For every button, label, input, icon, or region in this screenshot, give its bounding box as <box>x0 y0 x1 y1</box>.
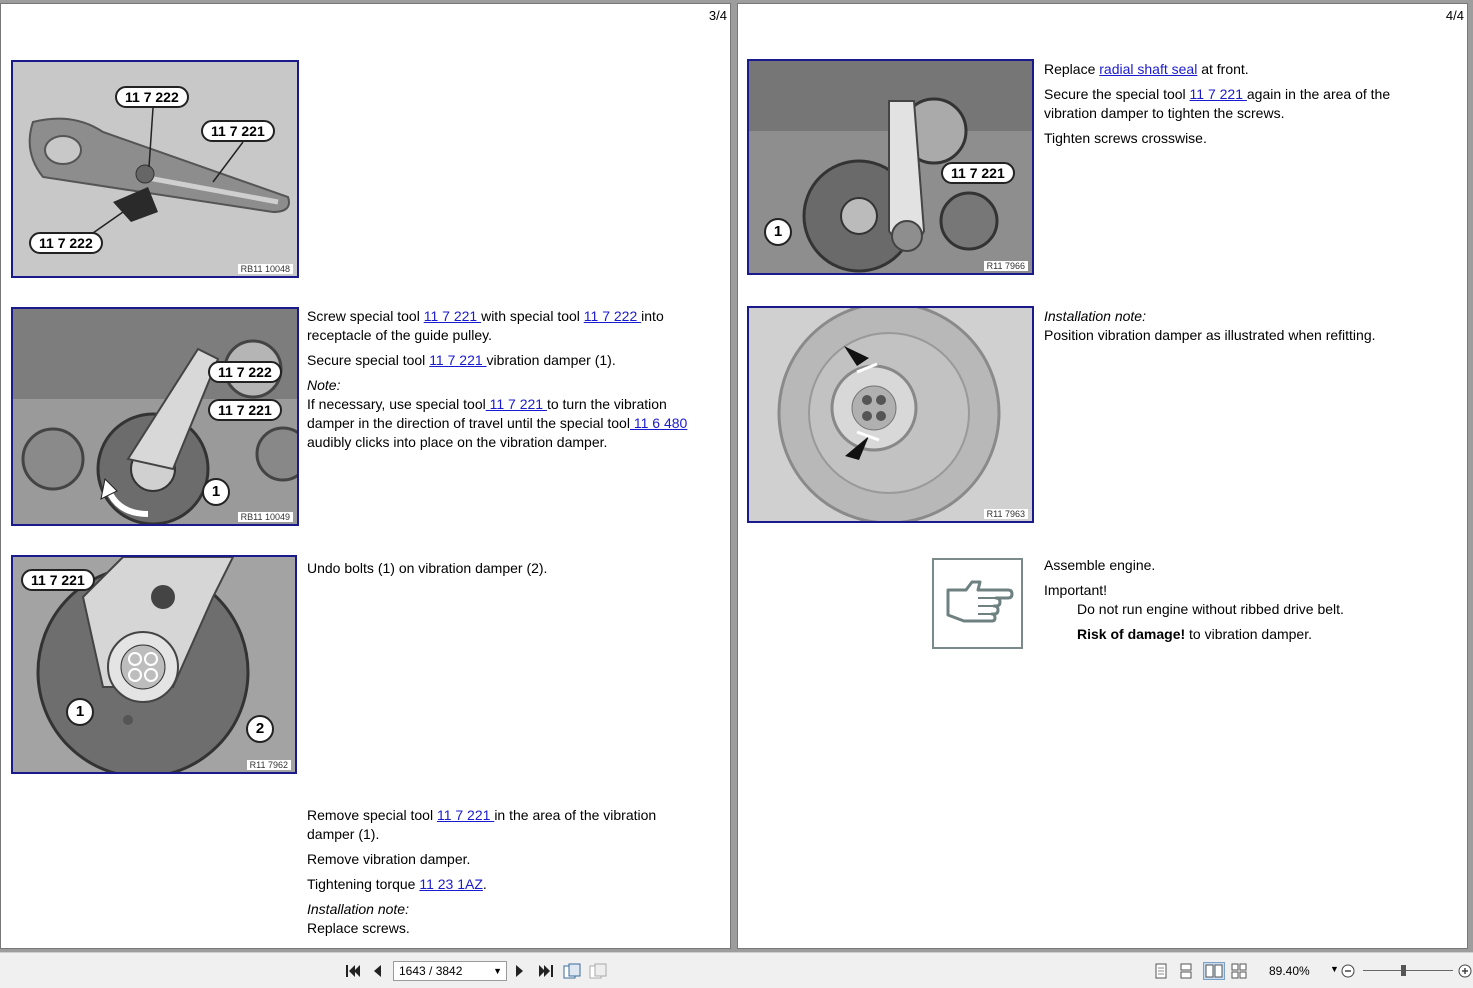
instruction-block-remove-tool <box>307 806 707 938</box>
link-torque-11231az[interactable]: 11 23 1AZ <box>419 876 483 892</box>
text: audibly clicks into place on the vibration damper. <box>307 434 608 450</box>
callout-tool-1: 11 7 222 <box>115 86 189 108</box>
instruction-block-replace-seal <box>1044 60 1444 154</box>
text: Remove special tool <box>307 807 437 823</box>
page-left <box>0 3 731 949</box>
text: Tightening torque <box>307 876 420 892</box>
single-page-view-icon[interactable] <box>1154 962 1168 980</box>
installation-note-label: Installation note: <box>307 901 409 917</box>
two-page-view-icon[interactable] <box>1203 962 1225 980</box>
figure-label: R11 7962 <box>247 760 291 770</box>
text: again in the area of the vibration damper to tighten the screws. <box>1044 86 1391 121</box>
bottom-toolbar <box>0 952 1473 988</box>
figure-label: RB11 10048 <box>238 264 293 274</box>
page-right <box>737 3 1468 949</box>
chevron-down-icon[interactable]: ▼ <box>1330 964 1339 974</box>
two-page-continuous-icon[interactable] <box>1230 962 1248 980</box>
chevron-down-icon[interactable]: ▼ <box>493 966 502 976</box>
figure-engine-tool-fitted <box>11 307 299 526</box>
warning-text: Risk of damage! <box>1077 626 1186 642</box>
link-tool-117221[interactable]: 11 7 221 <box>1189 86 1247 102</box>
text: Secure special tool <box>307 352 430 368</box>
callout-number-1: 1 <box>764 218 792 246</box>
page-number: 4/4 <box>1445 8 1464 23</box>
page-number-field[interactable] <box>393 961 507 981</box>
link-tool-116480[interactable]: 11 6 480 <box>629 415 688 431</box>
callout-tool-222: 11 7 222 <box>208 361 282 383</box>
text: in the area of the vibration damper (1). <box>307 807 657 842</box>
installation-note-text: Position vibration damper as illustrated when refitting. <box>1044 327 1376 343</box>
callout-tool-221: 11 7 221 <box>941 162 1015 184</box>
zoom-out-icon[interactable] <box>1341 962 1355 980</box>
go-forward-view-icon[interactable] <box>589 962 607 980</box>
link-tool-117221[interactable]: 11 7 221 <box>436 807 495 823</box>
callout-tool-221: 11 7 221 <box>208 399 282 421</box>
next-page-icon[interactable] <box>514 962 526 980</box>
callout-tool-3: 11 7 222 <box>29 232 103 254</box>
instruction-block-assemble <box>1044 556 1444 650</box>
text: vibration damper (1). <box>486 352 616 368</box>
figure-engine-secure-tool <box>747 59 1034 275</box>
link-tool-117222[interactable]: 11 7 222 <box>583 308 642 324</box>
link-tool-117221[interactable]: 11 7 221 <box>485 396 547 412</box>
text: Secure the special tool <box>1044 86 1190 102</box>
page-number-value: 1643 / 3842 <box>399 964 463 978</box>
text: with special tool <box>481 308 584 324</box>
pointing-hand-icon <box>932 558 1023 649</box>
text: to vibration damper. <box>1185 626 1312 642</box>
zoom-in-icon[interactable] <box>1458 962 1472 980</box>
zoom-level[interactable]: 89.40% <box>1269 964 1310 978</box>
callout-number-2: 2 <box>246 715 274 743</box>
callout-tool-2: 11 7 221 <box>201 120 275 142</box>
text: Undo bolts (1) on vibration damper (2). <box>307 560 548 576</box>
figure-label: R11 7966 <box>984 261 1028 271</box>
previous-page-icon[interactable] <box>371 962 383 980</box>
figure-damper-bolts <box>11 555 297 774</box>
instruction-block-undo-bolts <box>307 559 707 584</box>
callout-tool-221: 11 7 221 <box>21 569 95 591</box>
page-number: 3/4 <box>708 8 727 23</box>
text: Replace <box>1044 61 1100 77</box>
important-label: Important! <box>1044 582 1108 598</box>
text: . <box>482 876 487 892</box>
continuous-view-icon[interactable] <box>1179 962 1193 980</box>
text: at front. <box>1197 61 1249 77</box>
callout-number-1: 1 <box>66 698 94 726</box>
figure-label: R11 7963 <box>984 509 1028 519</box>
text: Tighten screws crosswise. <box>1044 130 1207 146</box>
first-page-icon[interactable] <box>345 962 361 980</box>
text: to turn the vibration damper in the direction of travel until the special tool <box>307 396 667 431</box>
instruction-block-position-damper <box>1044 307 1444 345</box>
text: Screw special tool <box>307 308 424 324</box>
text: Do not run engine without ribbed drive belt. <box>1077 601 1344 617</box>
figure-special-tool <box>11 60 299 278</box>
link-tool-117221[interactable]: 11 7 221 <box>423 308 482 324</box>
installation-note-label: Installation note: <box>1044 308 1146 324</box>
link-radial-shaft-seal[interactable]: radial shaft seal <box>1099 61 1198 77</box>
last-page-icon[interactable] <box>538 962 554 980</box>
note-label: Note: <box>307 377 341 393</box>
installation-note-text: Replace screws. <box>307 920 410 936</box>
text: Remove vibration damper. <box>307 851 471 867</box>
damper-position-illustration <box>749 308 1032 521</box>
zoom-slider-track[interactable] <box>1363 970 1453 971</box>
link-tool-117221[interactable]: 11 7 221 <box>429 352 487 368</box>
instruction-block-screw-tool <box>307 307 707 458</box>
text: If necessary, use special tool <box>307 396 486 412</box>
text: Assemble engine. <box>1044 557 1156 573</box>
go-back-view-icon[interactable] <box>563 962 581 980</box>
figure-damper-position <box>747 306 1034 523</box>
callout-number-1: 1 <box>202 478 230 506</box>
text: into receptacle of the guide pulley. <box>307 308 664 343</box>
zoom-slider-handle[interactable] <box>1401 965 1406 976</box>
figure-label: RB11 10049 <box>238 512 293 522</box>
